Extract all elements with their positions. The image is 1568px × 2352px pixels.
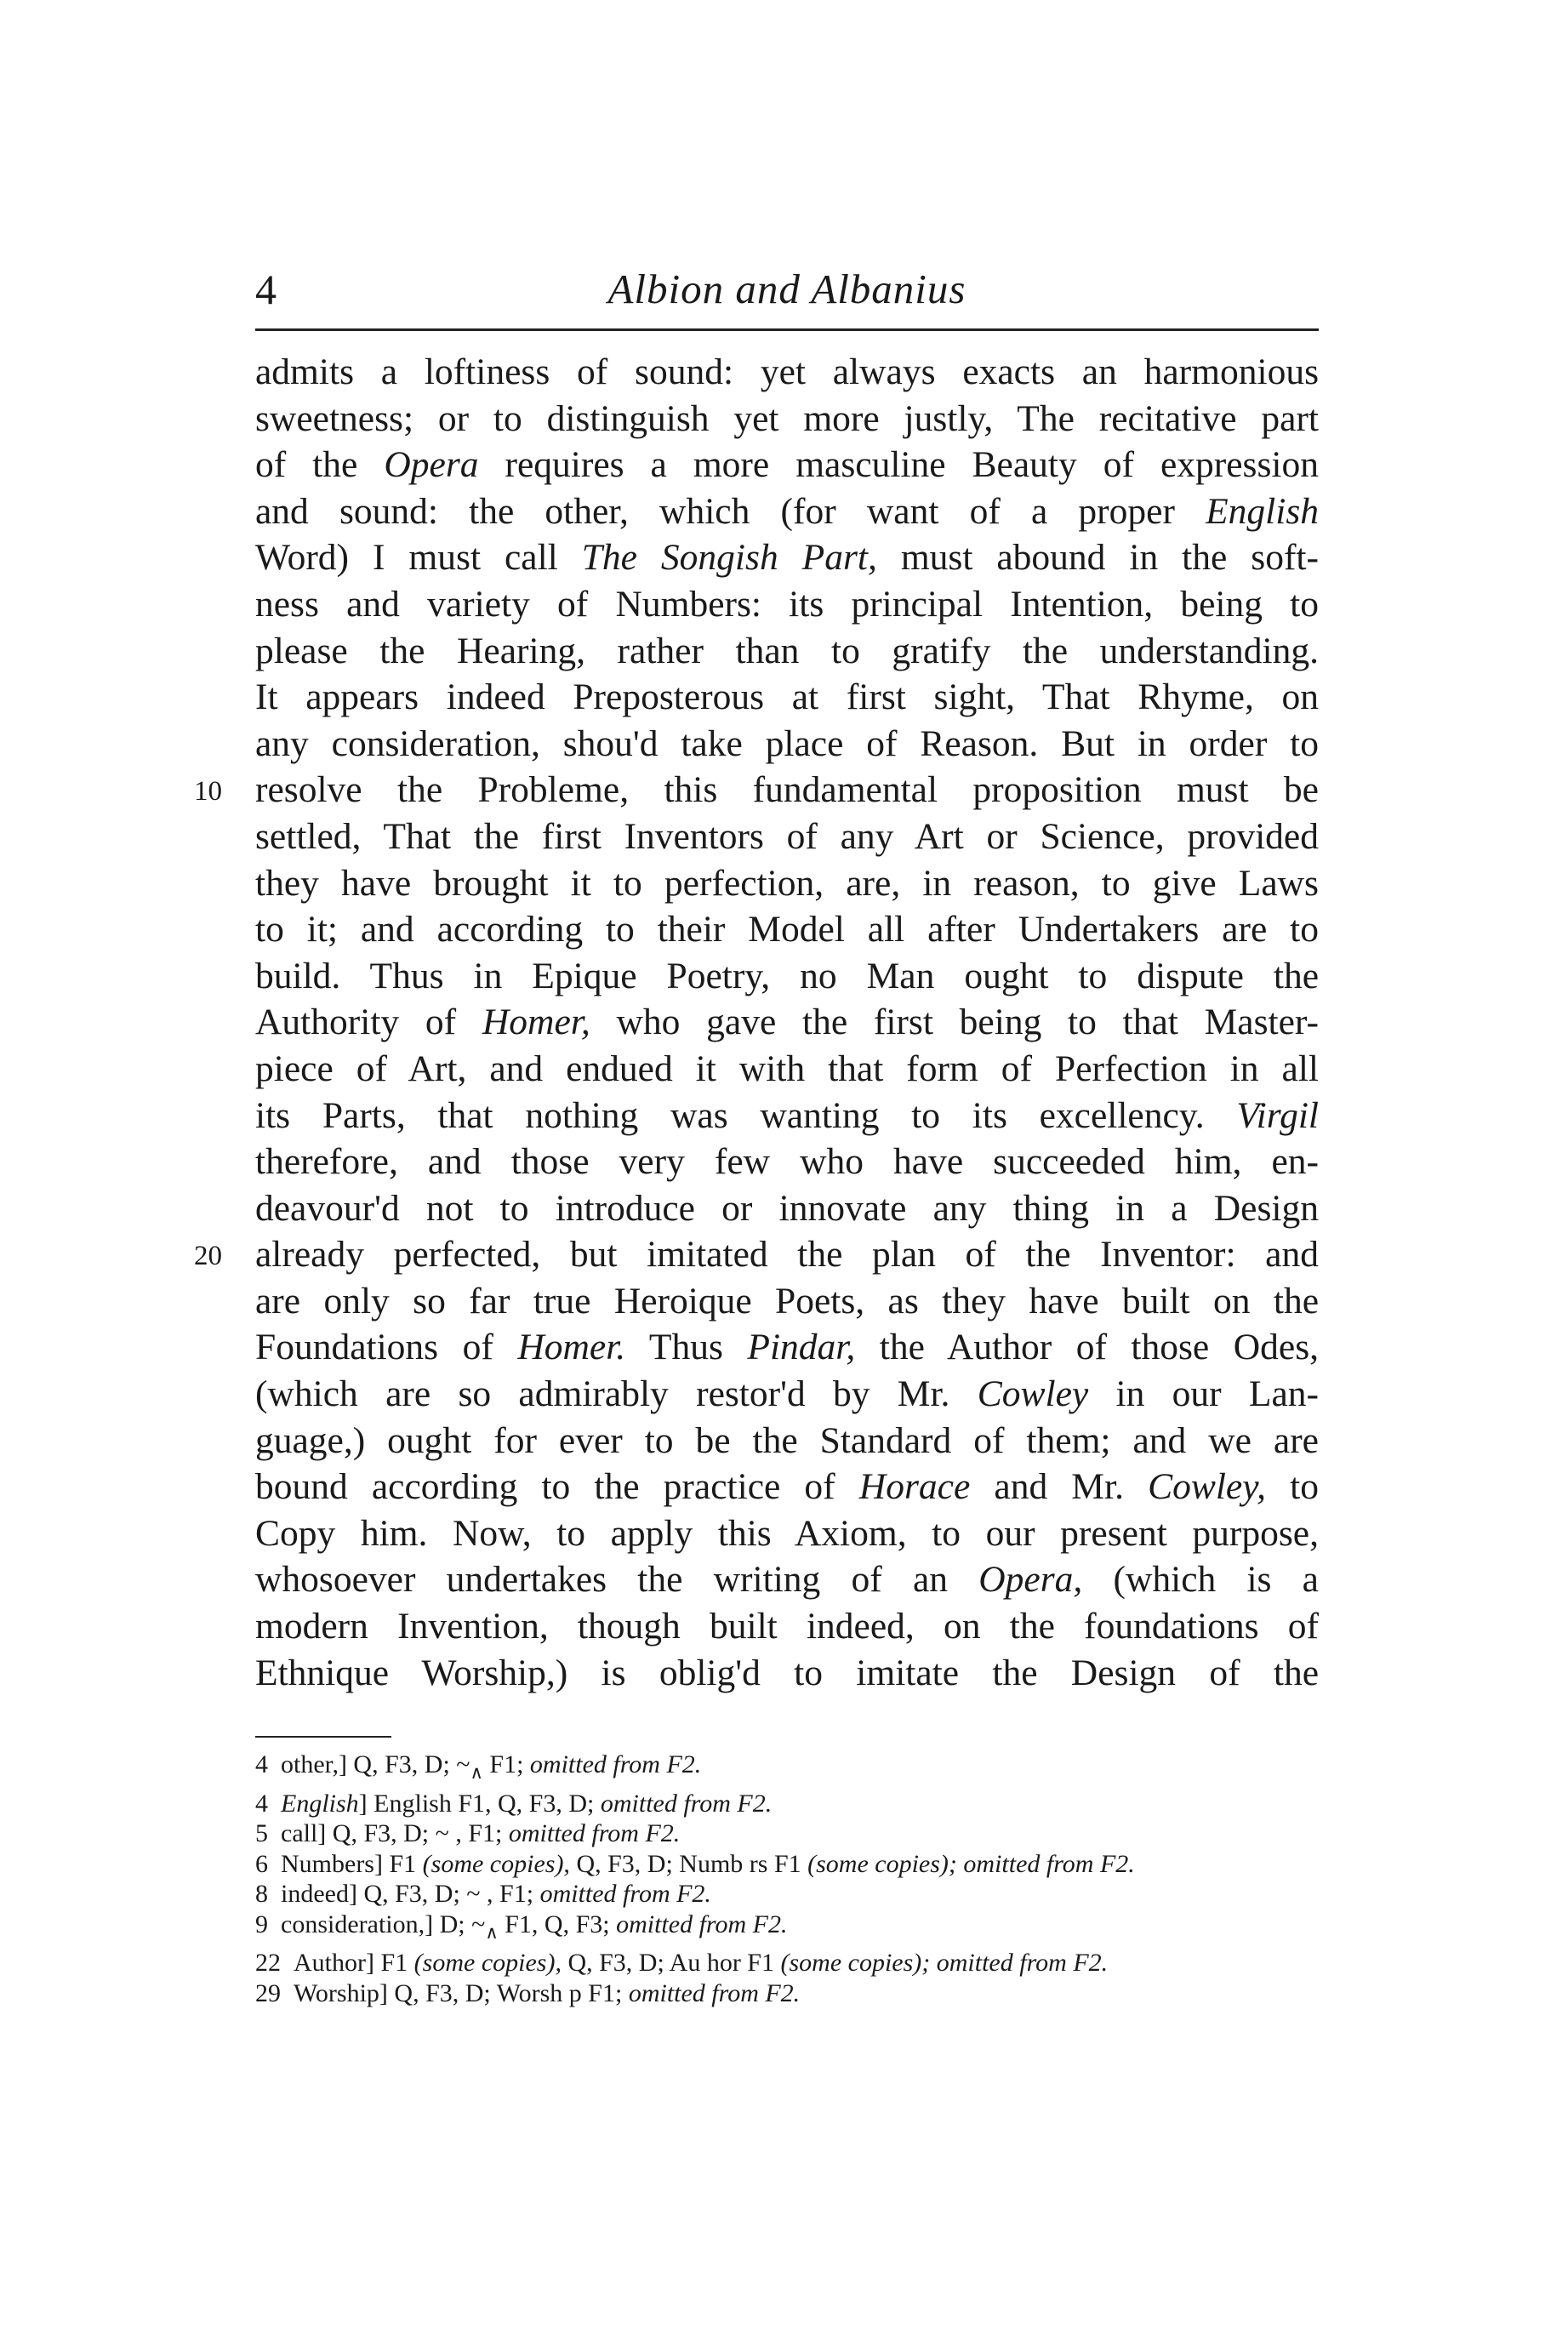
line-text: please the Hearing, rather than to gratify the understanding.: [255, 630, 1319, 671]
line-text: its Parts, that nothing was wanting to its excellency. Virgil: [255, 1094, 1319, 1136]
page-number: 4: [255, 265, 277, 313]
text-line: [255, 1046, 1319, 1093]
text-line: [255, 628, 1319, 675]
text-line: [255, 674, 1319, 721]
text-line: [255, 349, 1319, 396]
footnote: 4 English] English F1, Q, F3, D; omitted from F2.: [255, 1789, 773, 1818]
line-number: 10: [194, 776, 222, 808]
line-text: Copy him. Now, to apply this Axiom, to our present purpose,: [255, 1512, 1319, 1554]
text-line: [255, 1371, 1319, 1418]
text-line: [255, 534, 1319, 581]
text-line: [255, 1510, 1319, 1557]
line-text: whosoever undertakes the writing of an Opera, (which is a: [255, 1559, 1319, 1601]
line-text: settled, That the first Inventors of any Art or Science, provided: [255, 815, 1319, 857]
line-text: already perfected, but imitated the plan of the Inventor: and: [255, 1234, 1319, 1276]
running-title: Albion and Albanius: [607, 265, 966, 312]
text-line: [255, 1139, 1319, 1185]
text-line: [255, 1556, 1319, 1603]
text-line: [255, 1418, 1319, 1464]
line-text: Foundations of Homer. Thus Pindar, the Author of those Odes,: [255, 1327, 1319, 1368]
footnote: 5 call] Q, F3, D; ~ , F1; omitted from F2.: [255, 1819, 681, 1847]
footnote: 22 Author] F1 (some copies), Q, F3, D; Au hor F1 (some copies); omitted from F2.: [255, 1949, 1109, 1977]
body-text: [194, 349, 1320, 1696]
text-line: [255, 396, 1319, 442]
text-line: [255, 860, 1319, 907]
line-text: resolve the Probleme, this fundamental proposition must be: [255, 769, 1319, 811]
line-text: therefore, and those very few who have succeeded him, en-: [255, 1141, 1319, 1183]
text-line: [255, 999, 1319, 1046]
text-line: [255, 1278, 1319, 1325]
text-line: [255, 1650, 1319, 1697]
line-text: guage,) ought for ever to be the Standard of them; and we are: [255, 1419, 1319, 1461]
line-text: build. Thus in Epique Poetry, no Man ought to dispute the: [255, 955, 1319, 996]
line-text: sweetness; or to distinguish yet more justly, The recitative part: [255, 397, 1319, 439]
text-line: [255, 1324, 1319, 1371]
text-line: [194, 1231, 1319, 1278]
line-text: any consideration, shou'd take place of Reason. But in order to: [255, 722, 1319, 764]
text-line: [255, 581, 1319, 628]
line-text: (which are so admirably restor'd by Mr. Cowley in our Lan-: [255, 1373, 1320, 1415]
footnote: 8 indeed] Q, F3, D; ~ , F1; omitted from F2.: [255, 1880, 711, 1908]
text-line: [255, 442, 1319, 488]
text-line: [255, 488, 1319, 535]
line-text: Authority of Homer, who gave the first being to that Master-: [255, 1002, 1319, 1043]
text-line: [255, 1093, 1319, 1139]
footnote-rule: [255, 1736, 391, 1738]
footnotes: [255, 1750, 1319, 2008]
line-number: 20: [194, 1241, 222, 1272]
line-text: of the Opera requires a more masculine Beauty of expression: [255, 444, 1319, 486]
line-text: Word) I must call The Songish Part, must abound in the soft-: [255, 537, 1320, 579]
text-line: [255, 1464, 1319, 1510]
text-line: [255, 721, 1319, 768]
text-line: [255, 953, 1319, 1000]
line-text: deavour'd not to introduce or innovate any thing in a Design: [255, 1187, 1319, 1229]
footnote: 4 other,] Q, F3, D; $\sim_\wedge$ F1; omitted from F2.: [255, 1750, 702, 1783]
line-text: ness and variety of Numbers: its principal Intention, being to: [255, 583, 1319, 625]
line-text: admits a loftiness of sound: yet always exacts an harmonious: [255, 351, 1319, 392]
text-line: [255, 1185, 1319, 1232]
running-head: [255, 255, 1319, 323]
line-text: modern Invention, though built indeed, on the foundations of: [255, 1606, 1319, 1647]
footnote: 29 Worship] Q, F3, D; Worsh p F1; omitted from F2.: [255, 1978, 801, 2007]
line-text: they have brought it to perfection, are, in reason, to give Laws: [255, 862, 1319, 904]
line-text: and sound: the other, which (for want of a proper English: [255, 490, 1319, 532]
line-text: Ethnique Worship,) is oblig'd to imitate the Design of the: [255, 1652, 1319, 1693]
footnote: 6 Numbers] F1 (some copies), Q, F3, D; Numb rs F1 (some copies); omitted from F2.: [255, 1849, 1135, 1878]
header-rule: [255, 328, 1319, 331]
text-line: [255, 1603, 1319, 1650]
text-line: [255, 906, 1319, 953]
line-text: to it; and according to their Model all after Undertakers are to: [255, 909, 1319, 951]
footnote: 9 consideration,] D; $\sim_\wedge$ F1, Q, F3; omitted from F2.: [255, 1910, 788, 1943]
line-text: piece of Art, and endued it with that form of Perfection in all: [255, 1048, 1319, 1089]
line-text: are only so far true Heroique Poets, as they have built on the: [255, 1280, 1319, 1322]
line-text: bound according to the practice of Horace and Mr. Cowley, to: [255, 1466, 1319, 1508]
text-line: [194, 767, 1319, 813]
text-line: [255, 813, 1319, 860]
line-text: It appears indeed Preposterous at first sight, That Rhyme, on: [255, 676, 1319, 718]
